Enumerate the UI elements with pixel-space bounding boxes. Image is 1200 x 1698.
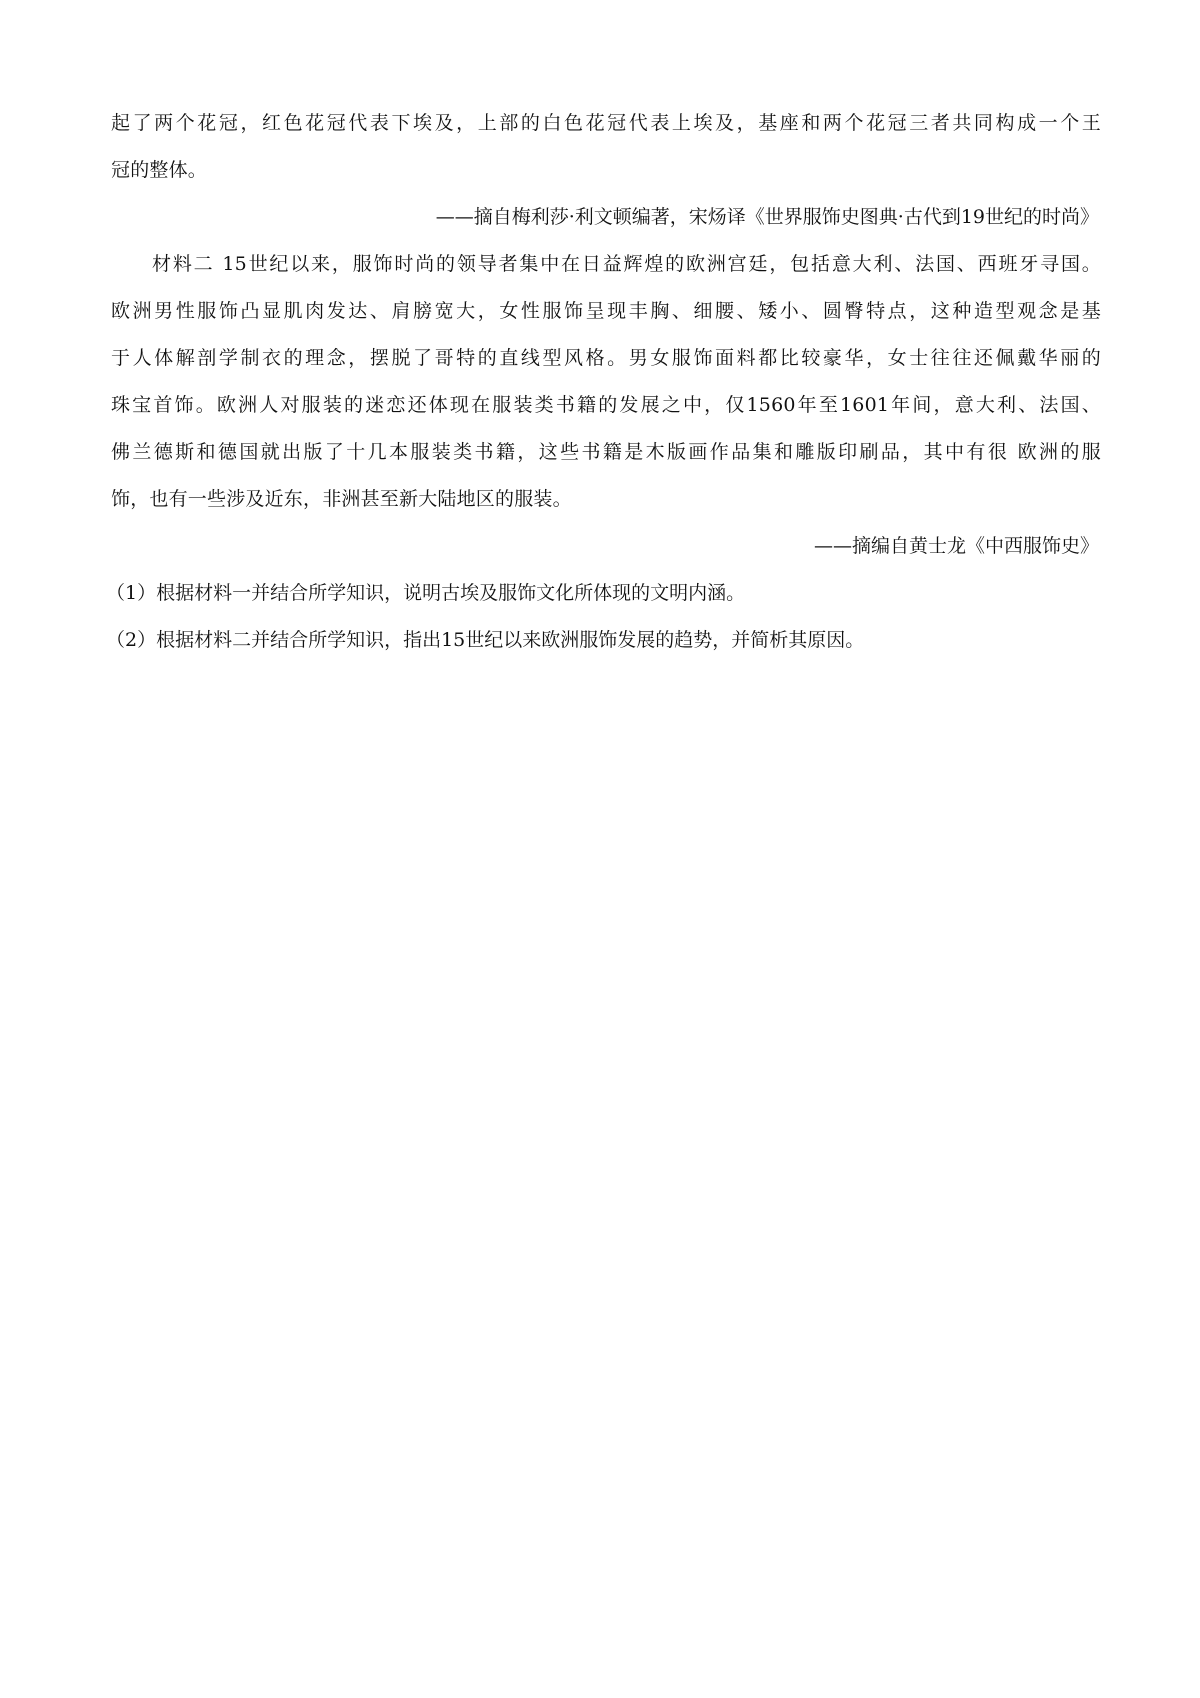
question-one: （1）根据材料一并结合所学知识，说明古埃及服饰文化所体现的文明内涵。	[106, 582, 746, 604]
material-two-line: 珠宝首饰。欧洲人对服装的迷恋还体现在服装类书籍的发展之中，仅1560年至1601年间，意大利、法国、	[111, 394, 1101, 416]
document-content	[106, 100, 1101, 664]
question-two: （2）根据材料二并结合所学知识，指出15世纪以来欧洲服饰发展的趋势，并简析其原因。	[106, 629, 865, 651]
material-one-source: ——摘自梅利莎·利文顿编著，宋炀译《世界服饰史图典·古代到19世纪的时尚》	[435, 206, 1099, 228]
material-two-line: 材料二 15世纪以来，服饰时尚的领导者集中在日益辉煌的欧洲宫廷，包括意大利、法国、西班牙寻国。	[152, 253, 1101, 275]
material-two-line: 饰，也有一些涉及近东，非洲甚至新大陆地区的服装。	[111, 488, 572, 510]
material-two-source: ——摘编自黄士龙《中西服饰史》	[813, 535, 1099, 557]
material-one-line: 起了两个花冠，红色花冠代表下埃及，上部的白色花冠代表上埃及，基座和两个花冠三者共同构成一个王	[111, 112, 1101, 134]
material-two-line: 欧洲男性服饰凸显肌肉发达、肩膀宽大，女性服饰呈现丰胸、细腰、矮小、圆臀特点，这种造型观念是基	[111, 300, 1101, 322]
material-two-line: 于人体解剖学制衣的理念，摆脱了哥特的直线型风格。男女服饰面料都比较豪华，女士往往还佩戴华丽的	[111, 347, 1101, 369]
material-one-line: 冠的整体。	[111, 159, 208, 181]
material-two-line: 佛兰德斯和德国就出版了十几本服装类书籍，这些书籍是木版画作品集和雕版印刷品，其中有很 欧洲的服	[111, 441, 1101, 463]
